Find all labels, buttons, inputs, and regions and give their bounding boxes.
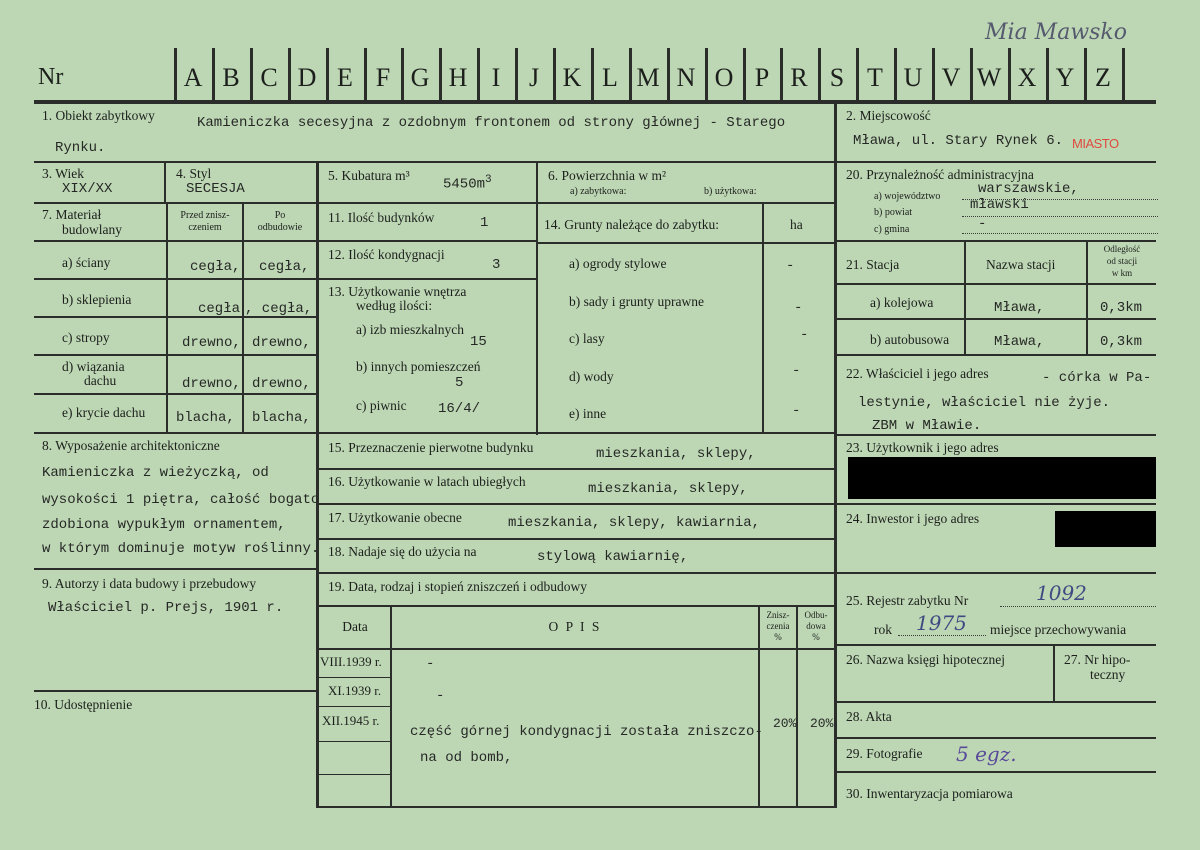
f2-label: 2. Miejscowość <box>846 108 931 123</box>
divider <box>836 283 1156 285</box>
divider <box>166 204 168 432</box>
alphabet-letter: M <box>636 63 660 92</box>
f7-col-after-cont: odbudowie <box>257 222 303 233</box>
f19-row-date: XI.1939 r. <box>328 683 382 698</box>
alphabet-letter: U <box>903 63 923 92</box>
divider <box>318 677 390 678</box>
f19-col-zn-cont: czenia <box>766 621 790 631</box>
f22-line: lestynie, właściciel nie żyje. <box>858 395 1111 411</box>
f16-label: 16. Użytkowanie w latach ubiegłych <box>328 474 526 489</box>
f27-label-cont: teczny <box>1090 667 1126 682</box>
f19-col-date: Data <box>342 619 368 634</box>
divider <box>836 161 1156 163</box>
divider <box>836 572 1156 574</box>
f7-label: 7. Materiał <box>42 207 102 222</box>
f7-row-after: cegła, <box>259 259 310 275</box>
divider <box>318 806 834 808</box>
f9-label: 9. Autorzy i data budowy i przebudowy <box>42 576 257 591</box>
f14-row-label: c) lasy <box>569 331 605 346</box>
divider <box>34 354 318 356</box>
f29-value: 5 egz. <box>956 742 1017 766</box>
f7-row-label: e) krycie dachu <box>62 405 146 420</box>
f17-value: mieszkania, sklepy, kawiarnia, <box>508 515 761 531</box>
f11-value: 1 <box>480 215 489 231</box>
f13-c-label: c) piwnic <box>356 398 407 413</box>
f7-row-before: drewno, <box>182 335 241 351</box>
f3-value: XIX/XX <box>62 181 113 197</box>
divider <box>34 202 318 204</box>
f13-c-value: 16/4/ <box>438 401 481 417</box>
f23-label: 23. Użytkownik i jego adres <box>846 440 999 455</box>
f19-col-od: Odbu- <box>804 610 828 620</box>
redaction-block <box>1055 511 1156 547</box>
divider <box>836 354 1156 356</box>
divider <box>762 204 764 432</box>
alphabet-letter: E <box>337 63 353 92</box>
f7-row-before: blacha, <box>176 410 235 426</box>
f14-row-value: - <box>792 403 801 419</box>
f7-row-label: a) ściany <box>62 255 111 270</box>
f20-c-value: - <box>978 216 987 232</box>
alphabet-letter: L <box>602 63 618 92</box>
f20-b-label: b) powiat <box>874 207 913 218</box>
f25-value: 1092 <box>1036 581 1087 605</box>
f22-label: 22. Właściciel i jego adres <box>846 366 989 381</box>
divider <box>836 771 1156 773</box>
alphabet-letter: N <box>676 63 696 92</box>
divider <box>318 538 834 540</box>
alphabet-letter: T <box>867 63 883 92</box>
f21-row-dist: 0,3km <box>1100 300 1143 316</box>
f7-col-before: Przed znisz- <box>180 210 230 221</box>
f6-b: b) użytkowa: <box>704 186 757 197</box>
f19-row-od: 20% <box>810 716 834 731</box>
f7-row-after: blacha, <box>252 410 311 426</box>
f19-label: 19. Data, rodzaj i stopień zniszczeń i odbudowy <box>328 579 588 594</box>
f7-row-after: drewno, <box>252 376 311 392</box>
f20-label: 20. Przynależność administracyjna <box>846 167 1034 182</box>
f7-row-after: drewno, <box>252 335 311 351</box>
divider <box>34 690 318 692</box>
f25-rok-label: rok <box>874 622 892 637</box>
alphabet-letter: V <box>941 63 961 92</box>
f7-label-cont: budowlany <box>62 222 122 237</box>
divider <box>318 503 834 505</box>
f21-col-name: Nazwa stacji <box>986 257 1056 272</box>
f5-value: $5450m^3$ <box>443 174 492 193</box>
f25-rok-value: 1975 <box>916 611 967 635</box>
f27-label: 27. Nr hipo- <box>1064 652 1131 667</box>
f6-a: a) zabytkowa: <box>570 186 627 197</box>
f7-row-before: cegła, <box>190 259 241 275</box>
alphabet-letter: F <box>375 63 391 92</box>
f19-col-od-unit: % <box>812 632 820 642</box>
divider <box>318 648 834 650</box>
f14-row-value: - <box>800 327 809 343</box>
divider <box>836 503 1156 505</box>
f19-row-opis: część górnej kondygnacji została zniszczo- <box>410 724 763 740</box>
f20-c-label: c) gmina <box>874 224 910 235</box>
divider <box>34 240 318 242</box>
f7-col-before-cont: czeniem <box>188 222 222 233</box>
f22-line: ZBM w Mławie. <box>872 418 982 434</box>
divider <box>34 432 318 434</box>
f22-line: - córka w Pa- <box>1042 370 1152 386</box>
f13-label: 13. Użytkowanie wnętrza <box>328 284 467 299</box>
redaction-block <box>848 457 1156 499</box>
f5-label: 5. Kubatura m³ <box>328 168 410 183</box>
f17-label: 17. Użytkowanie obecne <box>328 510 462 525</box>
f15-value: mieszkania, sklepy, <box>596 446 756 462</box>
f19-row-zn: 20% <box>773 716 797 731</box>
f26-label: 26. Nazwa księgi hipotecznej <box>846 652 1005 667</box>
f25-label: 25. Rejestr zabytku Nr <box>846 593 969 608</box>
alphabet-letter: S <box>829 63 845 92</box>
divider <box>836 701 1156 703</box>
f25-miejsce: miejsce przechowywania <box>990 622 1127 637</box>
divider <box>34 393 318 395</box>
divider <box>318 774 390 775</box>
f14-row-label: a) ogrody stylowe <box>569 256 667 271</box>
divider <box>34 568 318 570</box>
alphabet-letter: Z <box>1095 63 1111 92</box>
divider <box>536 163 538 435</box>
divider <box>318 240 536 242</box>
divider <box>34 278 318 280</box>
divider <box>34 100 1156 104</box>
alphabet-letter: G <box>410 63 430 92</box>
divider <box>164 163 166 203</box>
f19-row-opis: na od bomb, <box>420 750 513 766</box>
f15-label: 15. Przeznaczenie pierwotne budynku <box>328 440 534 455</box>
f24-label: 24. Inwestor i jego adres <box>846 511 980 526</box>
f4-label: 4. Styl <box>176 166 212 181</box>
f19-row-date: XII.1945 r. <box>322 713 380 728</box>
divider <box>318 572 834 574</box>
divider <box>390 607 392 807</box>
f21-col-dist: Odległość <box>1103 244 1141 254</box>
alphabet-letter: P <box>754 63 770 92</box>
f12-label: 12. Ilość kondygnacji <box>328 247 445 262</box>
f20-b-line <box>962 216 1158 217</box>
alphabet-letter: X <box>1017 63 1037 92</box>
f13-b-value: 5 <box>455 375 464 391</box>
divider <box>318 468 834 470</box>
divider <box>318 432 834 434</box>
nr-label: Nr <box>38 64 64 90</box>
f19-col-zn-unit: % <box>774 632 782 642</box>
f10-label: 10. Udostępnienie <box>34 697 133 712</box>
f13-a-label: a) izb mieszkalnych <box>356 322 464 337</box>
divider <box>318 202 834 204</box>
f20-b-value: mławski <box>970 197 1029 213</box>
f21-row-dist: 0,3km <box>1100 334 1143 350</box>
divider <box>1053 646 1055 702</box>
alphabet-letter: D <box>297 63 317 92</box>
divider <box>318 278 536 280</box>
f7-row-label: d) wiązania <box>62 359 125 374</box>
f11-label: 11. Ilość budynków <box>328 210 435 225</box>
f21-row-name: Mława, <box>994 300 1045 316</box>
alphabet-letter: B <box>222 63 240 92</box>
divider <box>242 204 244 432</box>
f21-row-label: b) autobusowa <box>870 332 950 347</box>
f14-row-label: b) sady i grunty uprawne <box>569 294 704 309</box>
divider <box>964 242 966 354</box>
f18-value: stylową kawiarnię, <box>537 549 689 565</box>
f8-line: zdobiona wypukłym ornamentem, <box>42 517 286 533</box>
alphabet-letter: C <box>260 63 278 92</box>
f14-row-label: d) wody <box>569 369 614 384</box>
alphabet-letter: Y <box>1055 63 1075 92</box>
f12-value: 3 <box>492 257 501 273</box>
divider <box>836 318 1156 320</box>
divider <box>318 706 390 707</box>
f16-value: mieszkania, sklepy, <box>588 481 748 497</box>
f7-row-after: , cegła, <box>245 301 313 317</box>
divider <box>538 242 834 244</box>
f28-label: 28. Akta <box>846 709 892 724</box>
alphabet-letter: H <box>448 63 468 92</box>
f14-row-value: - <box>792 363 801 379</box>
f1-value-cont: Rynku. <box>55 140 106 156</box>
f14-row-value: - <box>794 300 803 316</box>
signature: Mia Mawsko <box>985 20 1128 45</box>
f8-line: wysokości 1 piętra, całość bogato <box>42 492 320 508</box>
f7-row-label: b) sklepienia <box>62 292 132 307</box>
f21-col-dist-unit: w km <box>1111 268 1133 278</box>
f29-label: 29. Fotografie <box>846 746 923 761</box>
alphabet-letter: I <box>491 63 501 92</box>
f4-value: SECESJA <box>186 181 245 197</box>
f19-row-opis: - <box>426 656 435 672</box>
f19-row-date: VIII.1939 r. <box>320 654 382 669</box>
f7-row-label: c) stropy <box>62 330 110 345</box>
alphabet-letter: A <box>183 63 203 92</box>
f25-rok-line <box>898 635 986 636</box>
f3-label: 3. Wiek <box>42 166 84 181</box>
divider <box>318 605 834 607</box>
divider <box>836 240 1156 242</box>
f20-a-label: a) województwo <box>874 191 941 202</box>
alphabet-letter: J <box>528 63 540 92</box>
f19-row-opis: - <box>436 688 445 704</box>
f2-stamp: MIASTO <box>1072 136 1119 151</box>
f2-value: Mława, ul. Stary Rynek 6. <box>853 133 1064 149</box>
f1-value: Kamieniczka secesyjna z ozdobnym frontonem od strony głównej - Starego <box>197 115 786 131</box>
divider <box>34 161 836 163</box>
f19-col-opis: O P I S <box>548 619 602 634</box>
f13-b-label: b) innych pomieszczeń <box>356 359 481 374</box>
f14-row-label: e) inne <box>569 406 607 421</box>
f20-c-line <box>962 233 1158 234</box>
divider <box>836 644 1156 646</box>
f1-label: 1. Obiekt zabytkowy <box>42 108 155 123</box>
f14-label: 14. Grunty należące do zabytku: <box>544 217 720 232</box>
f30-label: 30. Inwentaryzacja pomiarowa <box>846 786 1013 801</box>
alphabet-letter: O <box>714 63 734 92</box>
f9-value: Właściciel p. Prejs, 1901 r. <box>48 600 284 616</box>
f13-a-value: 15 <box>470 334 487 350</box>
divider <box>836 737 1156 739</box>
f20-a-value: warszawskie, <box>978 181 1079 197</box>
f7-col-after: Po <box>274 210 286 221</box>
f19-col-zn: Znisz- <box>766 610 790 620</box>
alphabet-letter: R <box>790 63 808 92</box>
f21-col-dist-cont: od stacji <box>1106 256 1138 266</box>
alphabet-divider <box>1122 48 1125 100</box>
f14-row-value: - <box>786 258 795 274</box>
f8-line: w którym dominuje motyw roślinny. <box>42 541 320 557</box>
alphabet-letter: K <box>562 63 582 92</box>
divider <box>316 163 319 808</box>
f21-label: 21. Stacja <box>846 257 900 272</box>
divider <box>836 434 1156 436</box>
f6-label: 6. Powierzchnia w m² <box>548 168 667 183</box>
f21-row-label: a) kolejowa <box>870 295 934 310</box>
f25-number-line <box>1000 606 1156 607</box>
f21-row-name: Mława, <box>994 334 1045 350</box>
f7-row-label-cont: dachu <box>84 373 117 388</box>
divider <box>318 741 390 742</box>
f7-row-before: cegła <box>198 301 241 317</box>
alphabet-letter: W <box>976 63 1002 92</box>
f8-line: Kamieniczka z wieżyczką, od <box>42 465 269 481</box>
f18-label: 18. Nadaje się do użycia na <box>328 544 477 559</box>
f8-label: 8. Wyposażenie architektoniczne <box>42 438 220 453</box>
f13-label-cont: według ilości: <box>356 298 433 313</box>
f14-unit: ha <box>790 217 803 232</box>
f7-row-before: drewno, <box>182 376 241 392</box>
f19-col-od-cont: dowa <box>806 621 826 631</box>
